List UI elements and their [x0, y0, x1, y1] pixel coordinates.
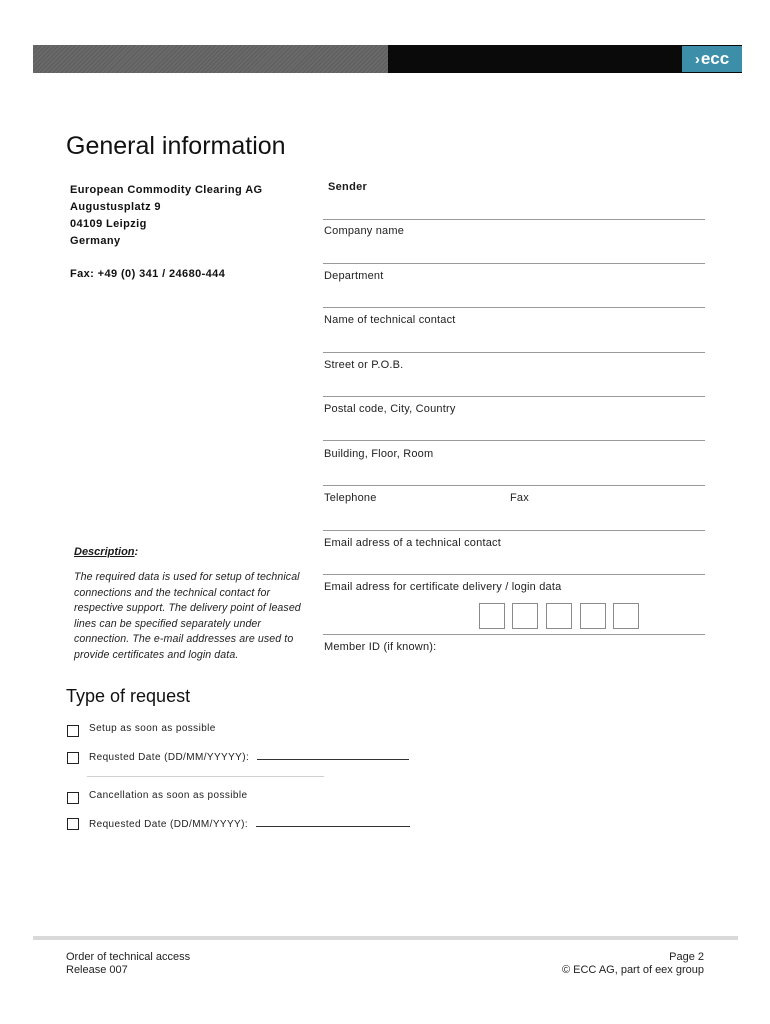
company-name-field[interactable] [323, 219, 705, 220]
company-name-label: Company name [324, 225, 405, 237]
department-field[interactable] [323, 263, 705, 264]
setup-date-input[interactable] [257, 750, 409, 760]
chevron-right-icon: › [694, 51, 700, 68]
cancel-asap-label: Cancellation as soon as possible [89, 790, 248, 801]
member-id-line [323, 634, 705, 635]
member-id-box-5[interactable] [613, 603, 639, 629]
postal-field[interactable] [323, 396, 705, 397]
description-heading [74, 546, 138, 558]
technical-contact-field[interactable] [323, 307, 705, 308]
sender-heading: Sender [328, 181, 368, 193]
footer-left [66, 951, 190, 977]
footer-divider [33, 936, 738, 940]
request-heading: Type of request [66, 686, 191, 706]
technical-contact-label: Name of technical contact [324, 314, 456, 326]
street-field[interactable] [323, 352, 705, 353]
setup-date-row [89, 750, 409, 763]
building-field[interactable] [323, 440, 705, 441]
cancel-asap-checkbox[interactable] [67, 792, 79, 804]
page-title: General information [66, 132, 286, 160]
address-fax: Fax: +49 (0) 341 / 24680-444 [70, 268, 226, 280]
logo-text: ecc [700, 49, 730, 68]
member-id-label: Member ID (if known): [324, 641, 437, 653]
description-colon: : [134, 546, 139, 558]
footer-document-title: Order of technical access [66, 951, 191, 963]
setup-date-label: Requsted Date (DD/MM/YYYYY): [89, 752, 250, 763]
email-technical-label: Email adress of a technical contact [324, 537, 501, 549]
telephone-fax-field[interactable] [323, 485, 705, 486]
address-street: Augustusplatz 9 [70, 201, 161, 213]
address-company: European Commodity Clearing AG [70, 184, 263, 196]
member-id-box-1[interactable] [479, 603, 505, 629]
cancel-date-checkbox[interactable] [67, 818, 79, 830]
setup-asap-label: Setup as soon as possible [89, 723, 216, 734]
member-id-box-3[interactable] [546, 603, 572, 629]
member-id-box-4[interactable] [580, 603, 606, 629]
department-label: Department [324, 270, 384, 282]
postal-label: Postal code, City, Country [324, 403, 456, 415]
email-technical-field[interactable] [323, 530, 705, 531]
member-id-box-2[interactable] [512, 603, 538, 629]
description-text: The required data is used for setup of technical connections and the technical contact for respective support. The delivery point of leased lines can be specified separately under connection. The e-mail addresses are used to provide certificates and login data. [74, 571, 301, 661]
email-certificate-field[interactable] [323, 574, 705, 575]
request-divider [87, 776, 324, 777]
address-city: 04109 Leipzig [70, 218, 147, 230]
building-label: Building, Floor, Room [324, 448, 434, 460]
setup-asap-checkbox[interactable] [67, 725, 79, 737]
footer-right [562, 951, 704, 977]
email-certificate-label: Email adress for certificate delivery / login data [324, 581, 562, 593]
street-label: Street or P.O.B. [324, 359, 404, 371]
description-title: Description [74, 546, 135, 558]
header-bar-pattern [33, 45, 388, 73]
footer-page-number: Page 2 [669, 951, 704, 963]
ecc-logo [682, 46, 742, 72]
footer-release: Release 007 [66, 964, 128, 976]
fax-label: Fax [510, 492, 529, 504]
cancel-date-row [89, 817, 410, 830]
setup-date-checkbox[interactable] [67, 752, 79, 764]
address-country: Germany [70, 235, 121, 247]
footer-copyright: © ECC AG, part of eex group [561, 964, 704, 976]
cancel-date-input[interactable] [256, 817, 410, 827]
telephone-label: Telephone [324, 492, 377, 504]
cancel-date-label: Requested Date (DD/MM/YYYY): [89, 819, 249, 830]
